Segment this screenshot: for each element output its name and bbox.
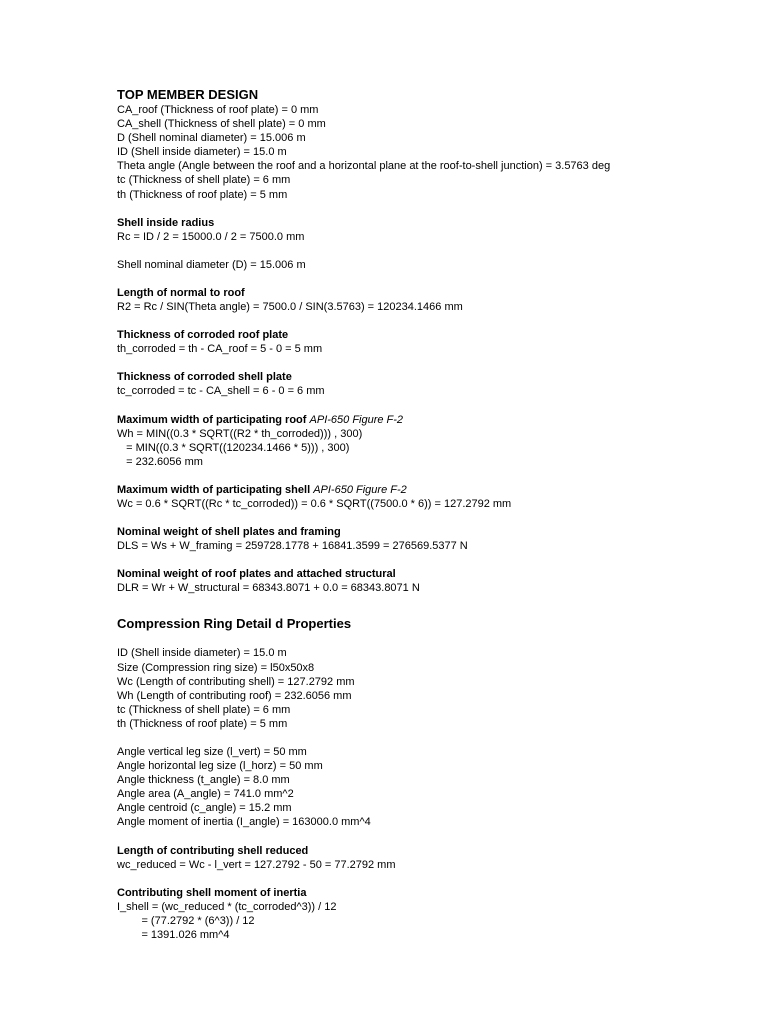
input-ca-shell: CA_shell (Thickness of shell plate) = 0 mm [117,118,326,131]
angle-moment-of-inertia: Angle moment of inertia (I_angle) = 163000.0 mm^4 [117,816,371,829]
ring-input-th: th (Thickness of roof plate) = 5 mm [117,717,288,730]
max-width-roof-line-1: Wh = MIN((0.3 * SQRT((R2 * th_corroded))) , 300) [117,427,363,440]
length-normal-heading: Length of normal to roof [117,286,245,299]
max-width-roof-line-3: = 232.6056 mm [117,455,203,468]
shell-inertia-heading: Contributing shell moment of inertia [117,886,307,899]
shell-inside-radius-heading: Shell inside radius [117,216,215,229]
corroded-shell-line: tc_corroded = tc - CA_shell = 6 - 0 = 6 mm [117,385,325,398]
angle-centroid: Angle centroid (c_angle) = 15.2 mm [117,802,292,815]
shell-inertia-line-3: = 1391.026 mm^4 [117,929,230,942]
max-width-roof-heading-text: Maximum width of participating roof [117,413,307,426]
corroded-roof-heading: Thickness of corroded roof plate [117,329,289,342]
shell-inside-radius-line: Rc = ID / 2 = 15000.0 / 2 = 7500.0 mm [117,230,305,243]
ring-input-wh: Wh (Length of contributing roof) = 232.6056 mm [117,689,352,702]
angle-area: Angle area (A_angle) = 741.0 mm^2 [117,788,294,801]
shell-nominal-diameter-line: Shell nominal diameter (D) = 15.006 m [117,258,306,271]
shell-reduced-heading: Length of contributing shell reduced [117,844,309,857]
input-id: ID (Shell inside diameter) = 15.0 m [117,146,287,159]
shell-inertia-line-1: I_shell = (wc_reduced * (tc_corroded^3)) / 12 [117,900,337,913]
top-member-design-title: TOP MEMBER DESIGN [117,87,259,102]
max-width-shell-heading-text: Maximum width of participating shell [117,483,311,496]
ring-input-size: Size (Compression ring size) = l50x50x8 [117,661,315,674]
nominal-weight-shell-line: DLS = Ws + W_framing = 259728.1778 + 16841.3599 = 276569.5377 N [117,540,468,553]
max-width-shell-line: Wc = 0.6 * SQRT((Rc * tc_corroded)) = 0.6 * SQRT((7500.0 * 6)) = 127.2792 mm [117,497,512,510]
ring-input-tc: tc (Thickness of shell plate) = 6 mm [117,703,291,716]
corroded-shell-heading: Thickness of corroded shell plate [117,371,292,384]
max-width-shell-heading [117,483,757,497]
input-th: th (Thickness of roof plate) = 5 mm [117,188,288,201]
shell-reduced-line: wc_reduced = Wc - l_vert = 127.2792 - 50 = 77.2792 mm [117,858,396,871]
ring-input-wc: Wc (Length of contributing shell) = 127.2792 mm [117,675,355,688]
max-width-shell-reference: API-650 Figure F-2 [313,483,407,496]
nominal-weight-shell-heading: Nominal weight of shell plates and framing [117,526,341,539]
nominal-weight-roof-line: DLR = Wr + W_structural = 68343.8071 + 0.0 = 68343.8071 N [117,582,420,595]
max-width-roof-line-2: = MIN((0.3 * SQRT((120234.1466 * 5))) , 300) [117,441,350,454]
input-theta: Theta angle (Angle between the roof and a horizontal plane at the roof-to-shell junction) = 3.5763 deg [117,160,611,173]
max-width-roof-heading [117,413,757,427]
angle-vertical-leg: Angle vertical leg size (l_vert) = 50 mm [117,746,307,758]
compression-ring-title: Compression Ring Detail d Properties [117,616,352,632]
input-ca-roof: CA_roof (Thickness of roof plate) = 0 mm [117,104,319,116]
angle-thickness: Angle thickness (t_angle) = 8.0 mm [117,774,290,787]
shell-inertia-line-2: = (77.2792 * (6^3)) / 12 [117,914,255,927]
length-normal-line: R2 = Rc / SIN(Theta angle) = 7500.0 / SIN(3.5763) = 120234.1466 mm [117,301,463,314]
input-tc: tc (Thickness of shell plate) = 6 mm [117,174,291,187]
nominal-weight-roof-heading: Nominal weight of roof plates and attached structural [117,568,396,581]
angle-horizontal-leg: Angle horizontal leg size (l_horz) = 50 mm [117,760,323,773]
input-d: D (Shell nominal diameter) = 15.006 m [117,132,306,145]
corroded-roof-line: th_corroded = th - CA_roof = 5 - 0 = 5 mm [117,343,323,356]
calculation-sheet [117,86,757,942]
ring-input-id: ID (Shell inside diameter) = 15.0 m [117,647,287,660]
max-width-roof-reference: API-650 Figure F-2 [309,413,404,426]
